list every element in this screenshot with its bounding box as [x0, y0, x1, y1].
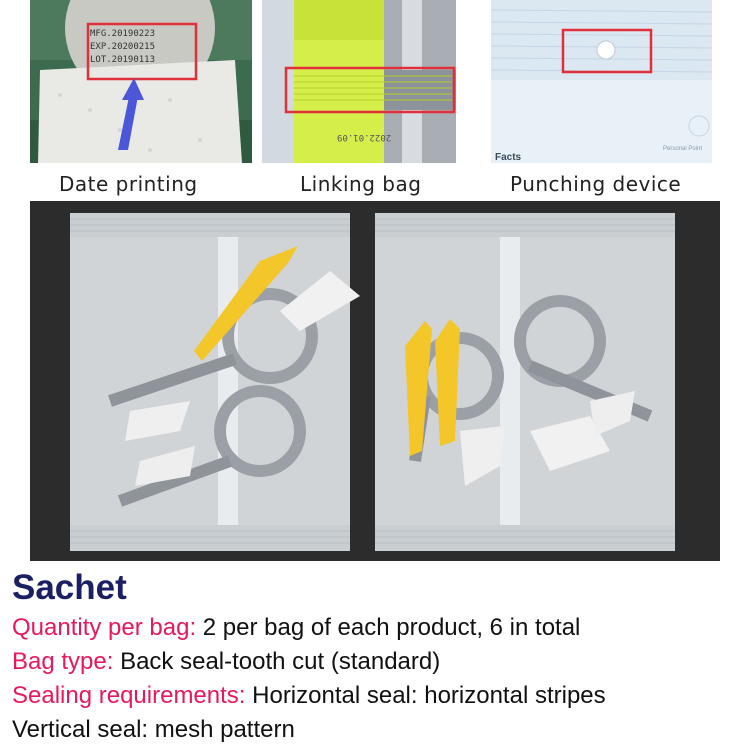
- spec-quantity-value: 2 per bag of each product, 6 in total: [196, 614, 581, 641]
- spec-vertical-seal-value: Vertical seal: mesh pattern: [12, 716, 295, 743]
- date-printing-photo: [30, 0, 252, 163]
- stamp-line-mfg: MFG.20190223: [90, 29, 156, 39]
- sachet-product-photo: [30, 201, 720, 561]
- bag-facts-text: Facts: [495, 152, 522, 163]
- stamp-line-exp: EXP.20200215: [90, 42, 156, 52]
- spec-sealing-value: Horizontal seal: horizontal stripes: [245, 682, 606, 709]
- linking-bag-photo: [262, 0, 456, 163]
- spec-sealing-key: Sealing requirements:: [12, 682, 246, 709]
- right-sachet: [375, 213, 675, 551]
- bag-brand-text: Personal Point: [663, 146, 703, 152]
- spec-vertical-seal: [12, 716, 295, 744]
- left-sachet: [70, 213, 360, 551]
- bag-stamp-text: 2022.01.09: [337, 132, 392, 142]
- spec-quantity: [12, 614, 580, 642]
- caption-date-printing: Date printing: [59, 172, 198, 196]
- spec-sealing: [12, 682, 606, 710]
- spec-bag-type: [12, 648, 440, 676]
- spec-bag-type-key: Bag type:: [12, 648, 114, 675]
- spec-quantity-key: Quantity per bag:: [12, 614, 197, 641]
- product-title: Sachet: [12, 568, 127, 607]
- caption-linking-bag: Linking bag: [300, 172, 422, 196]
- spec-bag-type-value: Back seal-tooth cut (standard): [113, 648, 441, 675]
- punching-device-photo: [491, 0, 712, 163]
- caption-punching-device: Punching device: [510, 172, 682, 196]
- stamp-line-lot: LOT.20190113: [90, 55, 156, 65]
